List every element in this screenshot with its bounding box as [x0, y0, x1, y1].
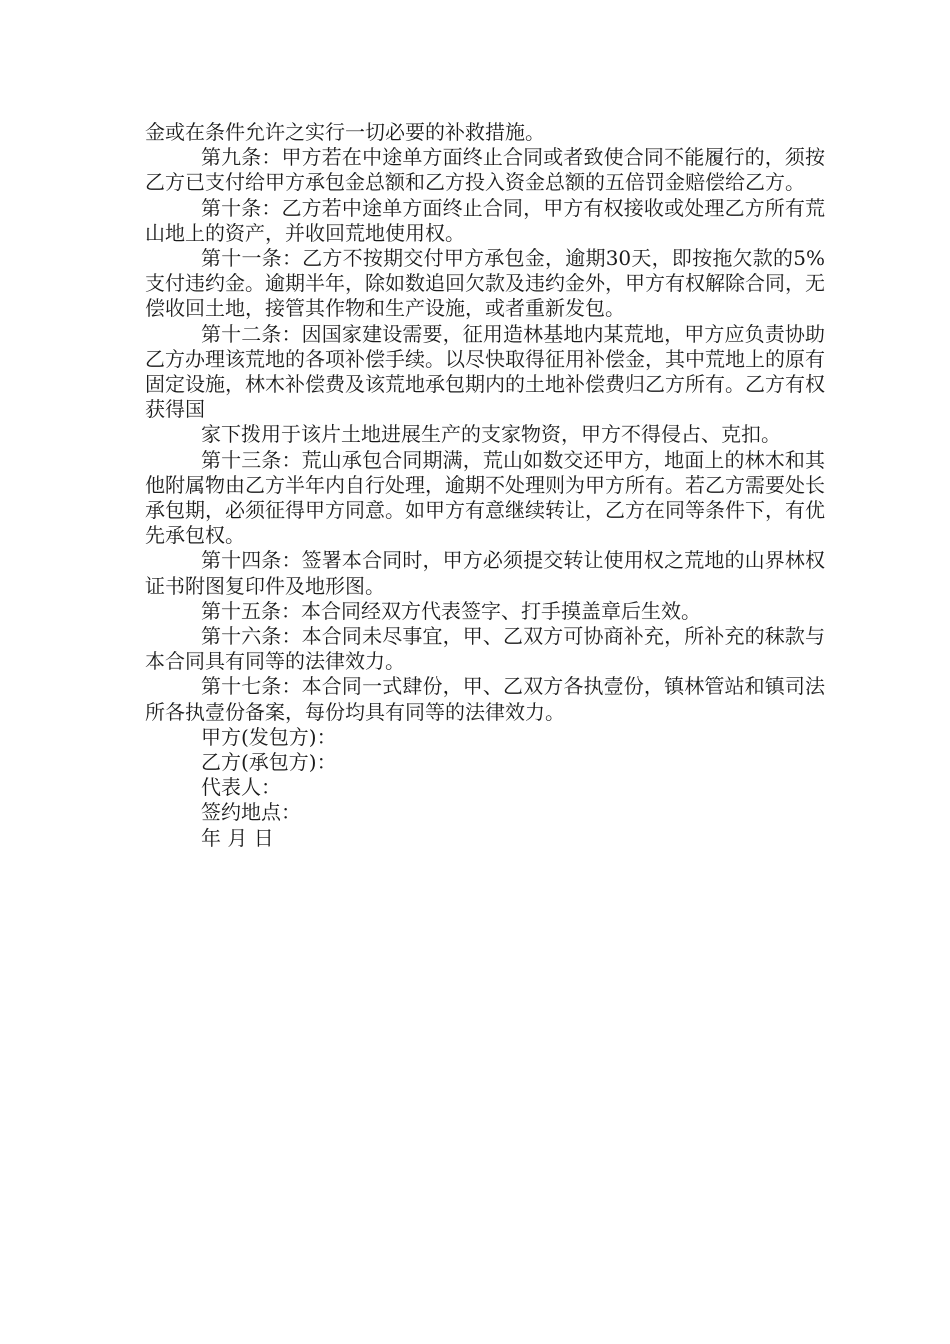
paragraph-article-15: 第十五条：本合同经双方代表签字、打手摸盖章后生效。 — [201, 598, 701, 623]
signature-party-b: 乙方(承包方)： — [201, 750, 337, 775]
paragraph-article-13: 第十三条：荒山承包合同期满，荒山如数交还甲方，地面上的林木和其他附属物由乙方半年内自行处理，逾期不处理则为甲方所有。若乙方需要处长承包期，必须征得甲方同意。如甲方有意继续转让，乙方在同等条件下，有优先承包权。 — [145, 447, 825, 548]
document-body — [145, 120, 825, 851]
signature-location: 签约地点： — [201, 800, 301, 825]
paragraph-continuation: 金或在条件允许之实行一切必要的补救措施。 — [145, 120, 545, 144]
paragraph-article-12-cont: 家下拨用于该片土地进展生产的支家物资，甲方不得侵占、克扣。 — [201, 422, 781, 447]
paragraph-article-12: 第十二条：因国家建设需要，征用造林基地内某荒地，甲方应负责协助乙方办理该荒地的各项补偿手续。以尽快取得征用补偿金，其中荒地上的原有固定设施，林木补偿费及该荒地承包期内的土地补偿费归乙方所有。乙方有权获得国 — [145, 321, 825, 422]
paragraph-article-16: 第十六条：本合同未尽事宜，甲、乙双方可协商补充，所补充的秣款与本合同具有同等的法律效力。 — [145, 624, 825, 674]
paragraph-article-14: 第十四条：签署本合同时，甲方必须提交转让使用权之荒地的山界林权证书附图复印件及地形图。 — [145, 548, 825, 598]
signature-date: 年 月 日 — [201, 825, 274, 850]
paragraph-article-11: 第十一条：乙方不按期交付甲方承包金，逾期30天，即按拖欠款的5%支付违约金。逾期半年，除如数追回欠款及违约金外，甲方有权解除合同，无偿收回土地，接管其作物和生产设施，或者重新发包。 — [145, 246, 825, 321]
signature-party-a: 甲方(发包方)： — [201, 724, 337, 749]
paragraph-article-17: 第十七条：本合同一式肆份，甲、乙双方各执壹份，镇林管站和镇司法所各执壹份备案，每份均具有同等的法律效力。 — [145, 674, 825, 724]
paragraph-article-9: 第九条：甲方若在中途单方面终止合同或者致使合同不能履行的，须按乙方已支付给甲方承包金总额和乙方投入资金总额的五倍罚金赔偿给乙方。 — [145, 145, 825, 195]
paragraph-article-10: 第十条：乙方若中途单方面终止合同，甲方有权接收或处理乙方所有荒山地上的资产，并收回荒地使用权。 — [145, 195, 825, 245]
signature-representative: 代表人： — [201, 775, 281, 800]
